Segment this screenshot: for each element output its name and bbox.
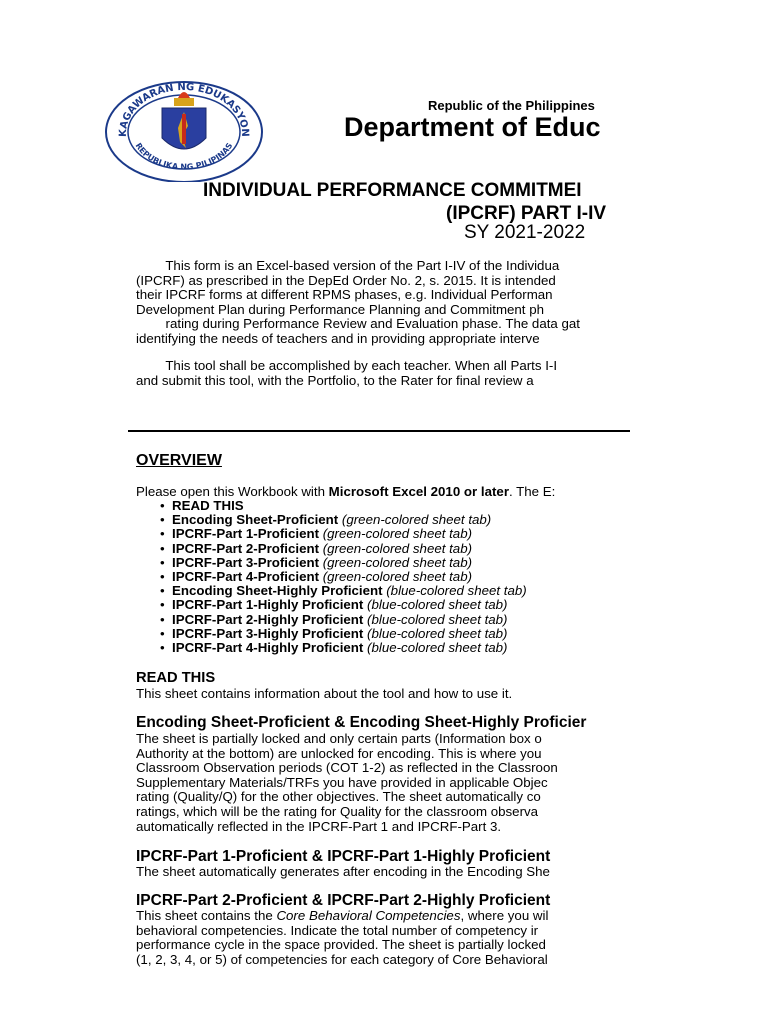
- bullet-icon: •: [160, 625, 165, 641]
- list-item-name: IPCRF-Part 3-Proficient: [172, 554, 320, 570]
- list-item-note: (green-colored sheet tab): [319, 526, 473, 542]
- list-item: [160, 542, 527, 556]
- list-item: [160, 641, 527, 655]
- form-title-line-2: (IPCRF) PART I-IV: [446, 203, 607, 224]
- encoding-line: ratings, which will be the rating for Quality for the classroom observa: [136, 803, 539, 819]
- overview-heading: OVERVIEW: [136, 452, 222, 469]
- encoding-line: rating (Quality/Q) for the other objectives. The sheet automatically co: [136, 789, 541, 805]
- bullet-icon: •: [160, 583, 165, 599]
- intro-line: rating during Performance Review and Evaluation phase. The data gat: [136, 316, 580, 332]
- part1-line: The sheet automatically generates after encoding in the Encoding She: [136, 864, 550, 879]
- form-title-line-1: INDIVIDUAL PERFORMANCE COMMITMEI: [203, 180, 582, 201]
- list-item-note: (green-colored sheet tab): [338, 512, 492, 528]
- svg-text:KAGAWARAN NG EDUKASYON: KAGAWARAN NG EDUKASYON: [117, 81, 251, 138]
- encoding-line: The sheet is partially locked and only certain parts (Information box o: [136, 731, 542, 746]
- bullet-icon: •: [160, 554, 165, 570]
- read-this-heading: READ THIS: [136, 670, 216, 686]
- bullet-icon: •: [160, 498, 165, 513]
- read-this-line: This sheet contains information about the tool and how to use it.: [136, 686, 513, 701]
- intro-paragraph: [136, 259, 630, 347]
- sheet-list: [160, 499, 527, 655]
- bullet-icon: •: [160, 512, 165, 528]
- intro-line: identifying the needs of teachers and in providing appropriate interve: [136, 330, 540, 346]
- bullet-icon: •: [160, 597, 165, 613]
- divider: [128, 430, 630, 432]
- list-item-note: (green-colored sheet tab): [319, 540, 473, 556]
- part2-paragraph: [136, 909, 630, 967]
- list-item-name: Encoding Sheet-Highly Proficient: [172, 583, 383, 599]
- intro-line: (IPCRF) as prescribed in the DepEd Order No. 2, s. 2015. It is intended: [136, 272, 556, 288]
- deped-seal-icon: [104, 76, 264, 182]
- tool-line: and submit this tool, with the Portfolio, to the Rater for final review a: [136, 372, 534, 388]
- intro-line: their IPCRF forms at different RPMS phases, e.g. Individual Performan: [136, 287, 553, 303]
- list-item-note: (blue-colored sheet tab): [363, 597, 508, 613]
- bullet-icon: •: [160, 569, 165, 585]
- part2-line: behavioral competencies. Indicate the total number of competency ir: [136, 922, 539, 938]
- encoding-line: Classroom Observation periods (COT 1-2) as reflected in the Classroon: [136, 760, 558, 776]
- encoding-line: Supplementary Materials/TRFs you have provided in applicable Objec: [136, 774, 548, 790]
- list-item-note: (blue-colored sheet tab): [363, 625, 508, 641]
- encoding-line: automatically reflected in the IPCRF-Part 1 and IPCRF-Part 3.: [136, 818, 502, 834]
- part1-paragraph: [136, 865, 630, 880]
- encoding-heading: Encoding Sheet-Proficient & Encoding Sheet-Highly Proficier: [136, 714, 587, 731]
- list-item-name: IPCRF-Part 4-Highly Proficient: [172, 640, 364, 656]
- overview-intro-tail: . The E:: [509, 484, 556, 499]
- overview-intro-bold: Microsoft Excel 2010 or later: [328, 484, 509, 499]
- part2-italic: Core Behavioral Competencies: [276, 908, 461, 923]
- intro-line: This form is an Excel-based version of the Part I-IV of the Individua: [136, 258, 560, 273]
- list-item-note: (blue-colored sheet tab): [363, 640, 508, 656]
- list-item: [160, 584, 527, 598]
- encoding-line: Authority at the bottom) are unlocked for encoding. This is where you: [136, 745, 542, 761]
- overview-intro-text: Please open this Workbook with: [136, 484, 329, 499]
- list-item: [160, 556, 527, 570]
- list-item-note: (green-colored sheet tab): [319, 569, 473, 585]
- list-item-note: (blue-colored sheet tab): [382, 583, 527, 599]
- bullet-icon: •: [160, 526, 165, 542]
- bullet-icon: •: [160, 611, 165, 627]
- part1-heading: IPCRF-Part 1-Proficient & IPCRF-Part 1-Highly Proficient: [136, 848, 551, 865]
- list-item-name: IPCRF-Part 1-Proficient: [172, 526, 320, 542]
- list-item-note: (blue-colored sheet tab): [363, 611, 508, 627]
- encoding-paragraph: [136, 732, 630, 834]
- department-title: Department of Educ: [344, 112, 601, 142]
- list-item: [160, 570, 527, 584]
- list-item-name: Encoding Sheet-Proficient: [172, 512, 339, 528]
- bullet-icon: •: [160, 640, 165, 656]
- tool-line: This tool shall be accomplished by each teacher. When all Parts I-I: [136, 358, 558, 373]
- list-item-name: IPCRF-Part 3-Highly Proficient: [172, 625, 364, 641]
- part2-text: This sheet contains the: [136, 908, 277, 923]
- tool-paragraph: [136, 359, 630, 388]
- part2-text-tail: , where you wil: [460, 908, 549, 923]
- svg-text:REPUBLIKA NG PILIPINAS: REPUBLIKA NG PILIPINAS: [133, 141, 235, 172]
- list-item: [160, 613, 527, 627]
- list-item-name: IPCRF-Part 2-Proficient: [172, 540, 320, 556]
- bullet-icon: •: [160, 540, 165, 556]
- list-item: [160, 627, 527, 641]
- list-item-name: READ THIS: [172, 498, 244, 513]
- school-year: SY 2021-2022: [464, 222, 586, 243]
- list-item: [160, 513, 527, 527]
- republic-label: Republic of the Philippines: [428, 98, 595, 113]
- part2-line: performance cycle in the space provided. The sheet is partially locked: [136, 937, 546, 953]
- list-item-name: IPCRF-Part 4-Proficient: [172, 569, 320, 585]
- overview-intro: [136, 484, 555, 499]
- list-item: [160, 527, 527, 541]
- read-this-text: [136, 687, 630, 702]
- part2-heading: IPCRF-Part 2-Proficient & IPCRF-Part 2-Highly Proficient: [136, 892, 551, 909]
- list-item: [160, 499, 527, 513]
- list-item-name: IPCRF-Part 2-Highly Proficient: [172, 611, 364, 627]
- part2-line: (1, 2, 3, 4, or 5) of competencies for each category of Core Behavioral: [136, 951, 548, 967]
- list-item-note: (green-colored sheet tab): [319, 554, 473, 570]
- list-item: [160, 598, 527, 612]
- intro-line: Development Plan during Performance Planning and Commitment ph: [136, 301, 544, 317]
- list-item-name: IPCRF-Part 1-Highly Proficient: [172, 597, 364, 613]
- part2-line: [136, 909, 630, 924]
